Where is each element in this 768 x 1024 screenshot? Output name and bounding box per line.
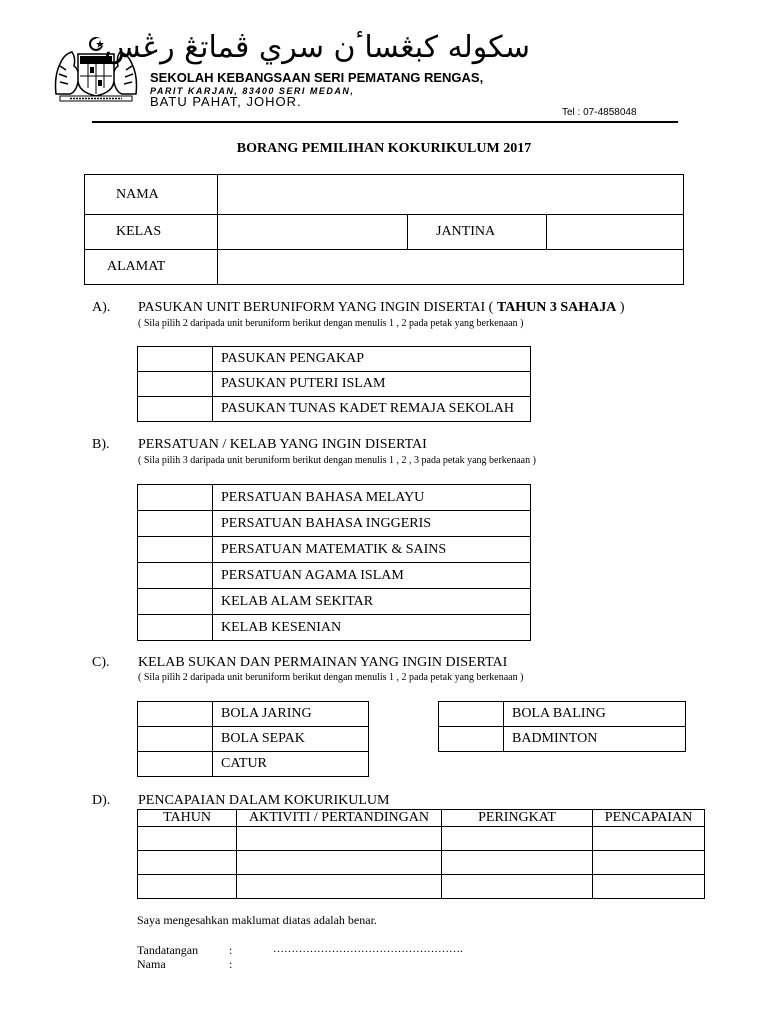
form-title: BORANG PEMILIHAN KOKURIKULUM 2017 — [236, 141, 532, 156]
nama-label: NAMA — [85, 175, 218, 215]
section-a-note: ( Sila pilih 2 daripada unit beruniform berikut dengan menulis 1 , 2 pada petak yang berkenaan ) — [138, 318, 524, 329]
kelas-label: KELAS — [85, 215, 218, 250]
section-c-right-checkbox-2[interactable] — [439, 727, 504, 752]
section-c-right-item-1: BOLA BALING — [504, 702, 686, 727]
school-name: SEKOLAH KEBANGSAAN SERI PEMATANG RENGAS, — [150, 70, 484, 85]
school-name-jawi: سکوله کبڠساٴن سري ڤماتڠ رڠس — [103, 30, 530, 65]
section-a-title-end: ) — [616, 300, 625, 315]
section-d-letter: D). — [92, 793, 111, 808]
section-c-left-checkbox-1[interactable] — [138, 702, 213, 727]
col-peringkat: PERINGKAT — [442, 810, 593, 827]
section-c-left-item-2: BOLA SEPAK — [213, 727, 369, 752]
section-c-note: ( Sila pilih 2 daripada unit beruniform berikut dengan menulis 1 , 2 pada petak yang berkenaan ) — [138, 672, 524, 683]
row1-pencapaian[interactable] — [593, 827, 705, 851]
section-b-checkbox-4[interactable] — [138, 563, 213, 589]
section-d-title: PENCAPAIAN DALAM KOKURIKULUM — [138, 793, 390, 808]
row3-aktiviti[interactable] — [237, 875, 442, 899]
row3-peringkat[interactable] — [442, 875, 593, 899]
row3-tahun[interactable] — [138, 875, 237, 899]
section-b-checkbox-3[interactable] — [138, 537, 213, 563]
student-info-table — [84, 174, 684, 285]
row3-pencapaian[interactable] — [593, 875, 705, 899]
section-b-checkbox-5[interactable] — [138, 589, 213, 615]
section-a-title-text: PASUKAN UNIT BERUNIFORM YANG INGIN DISERTAI ( — [138, 300, 497, 315]
name-label: Nama — [137, 957, 166, 971]
section-a-item-1: PASUKAN PENGAKAP — [213, 347, 531, 372]
section-c-left-item-1: BOLA JARING — [213, 702, 369, 727]
school-address-line2: BATU PAHAT, JOHOR. — [150, 94, 302, 109]
signature-colon: : — [229, 943, 233, 957]
header-divider — [92, 121, 678, 123]
section-c-right-table — [438, 701, 686, 752]
row1-tahun[interactable] — [138, 827, 237, 851]
section-c-left-table — [137, 701, 369, 777]
row2-peringkat[interactable] — [442, 851, 593, 875]
section-a-item-3: PASUKAN TUNAS KADET REMAJA SEKOLAH — [213, 397, 531, 422]
signature-label: Tandatangan — [137, 943, 199, 957]
alamat-label: ALAMAT — [85, 250, 218, 285]
section-b-item-4: PERSATUAN AGAMA ISLAM — [213, 563, 531, 589]
section-b-checkbox-6[interactable] — [138, 615, 213, 641]
section-a-checkbox-1[interactable] — [138, 347, 213, 372]
section-c-right-checkbox-1[interactable] — [439, 702, 504, 727]
section-a-letter: A). — [92, 300, 111, 315]
col-aktiviti: AKTIVITI / PERTANDINGAN — [237, 810, 442, 827]
section-c-letter: C). — [92, 655, 110, 670]
section-a-title-bold: TAHUN 3 SAHAJA — [496, 300, 617, 315]
section-a-table — [137, 346, 531, 422]
nama-field[interactable] — [218, 175, 684, 215]
section-b-item-2: PERSATUAN BAHASA INGGERIS — [213, 511, 531, 537]
school-telephone: Tel : 07-4858048 — [562, 107, 637, 118]
achievement-table — [137, 809, 705, 899]
section-b-table — [137, 484, 531, 641]
row1-peringkat[interactable] — [442, 827, 593, 851]
section-b-item-5: KELAB ALAM SEKITAR — [213, 589, 531, 615]
section-b-checkbox-2[interactable] — [138, 511, 213, 537]
section-b-note: ( Sila pilih 3 daripada unit beruniform berikut dengan menulis 1 , 2 , 3 pada petak yang berkenaan ) — [138, 455, 536, 466]
section-b-item-1: PERSATUAN BAHASA MELAYU — [213, 485, 531, 511]
section-c-left-checkbox-3[interactable] — [138, 752, 213, 777]
section-c-left-checkbox-2[interactable] — [138, 727, 213, 752]
jantina-label: JANTINA — [408, 215, 547, 250]
row2-tahun[interactable] — [138, 851, 237, 875]
section-b-title: PERSATUAN / KELAB YANG INGIN DISERTAI — [138, 437, 427, 452]
section-b-letter: B). — [92, 437, 110, 452]
section-c-left-item-3: CATUR — [213, 752, 369, 777]
alamat-field[interactable] — [218, 250, 684, 285]
kelas-field[interactable] — [218, 215, 408, 250]
jantina-field[interactable] — [547, 215, 684, 250]
section-b-item-6: KELAB KESENIAN — [213, 615, 531, 641]
name-colon: : — [229, 957, 233, 971]
section-a-item-2: PASUKAN PUTERI ISLAM — [213, 372, 531, 397]
section-a-checkbox-3[interactable] — [138, 397, 213, 422]
section-c-right-item-2: BADMINTON — [504, 727, 686, 752]
section-a-checkbox-2[interactable] — [138, 372, 213, 397]
section-a-title — [138, 300, 625, 316]
section-b-item-3: PERSATUAN MATEMATIK & SAINS — [213, 537, 531, 563]
row2-aktiviti[interactable] — [237, 851, 442, 875]
section-b-checkbox-1[interactable] — [138, 485, 213, 511]
signature-line[interactable]: ……………………………………………. — [273, 943, 463, 955]
section-c-title: KELAB SUKAN DAN PERMAINAN YANG INGIN DISERTAI — [138, 655, 508, 670]
confirmation-text: Saya mengesahkan maklumat diatas adalah benar. — [137, 913, 377, 927]
col-tahun: TAHUN — [138, 810, 237, 827]
school-address-line1: PARIT KARJAN, 83400 SERI MEDAN, — [150, 86, 355, 96]
col-pencapaian: PENCAPAIAN — [593, 810, 705, 827]
row2-pencapaian[interactable] — [593, 851, 705, 875]
row1-aktiviti[interactable] — [237, 827, 442, 851]
